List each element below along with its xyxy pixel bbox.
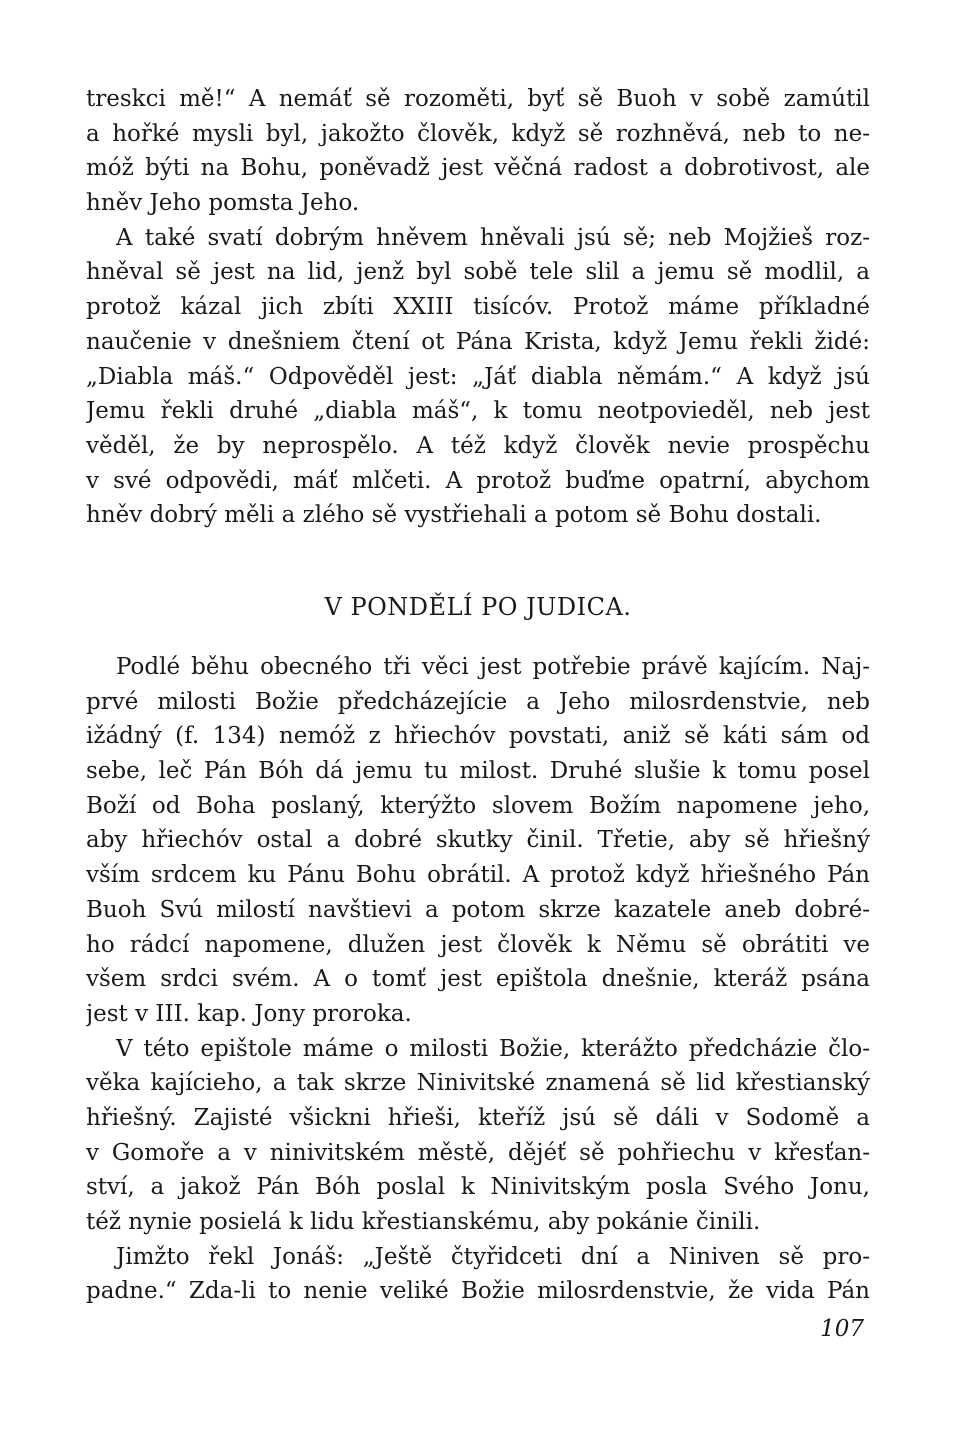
- text-line: Jimžto řekl Jonáš: „Ještě čtyřidceti dní a Niniven sě pro-: [116, 1243, 870, 1270]
- paragraph-block-2: [86, 650, 870, 1309]
- text-line: aby hřiechóv ostal a dobré skutky činil. Třetie, aby sě hřiešný: [86, 827, 870, 854]
- text-line: sebe, leč Pán Bóh dá jemu tu milost. Druhé slušie k tomu posel: [86, 758, 870, 785]
- text-line: hněval sě jest na lid, jenž byl sobě tele slil a jemu sě modlil, a: [86, 259, 870, 286]
- section-heading: V PONDĚLÍ PO JUDICA.: [324, 593, 632, 621]
- text-line: Podlé běhu obecného tři věci jest potřebie právě kajícím. Naj-: [116, 654, 870, 680]
- text-line: též nynie posielá k lidu křestianskému, aby pokánie činili.: [86, 1209, 761, 1235]
- text-line: móž býti na Bohu, poněvadž jest věčná radost a dobrotivost, ale: [86, 155, 870, 182]
- text-line: ižádný (f. 134) nemóž z hřiechóv povstati, aniž sě káti sám od: [86, 723, 870, 750]
- text-line: vším srdcem ku Pánu Bohu obrátil. A protož když hřiešného Pán: [86, 862, 870, 889]
- text-line: věděl, že by neprospělo. A též když člověk nevie prospěchu: [86, 432, 870, 459]
- text-line: hřiešný. Zajisté všickni hřieši, kteříž jsú sě dáli v Sodomě a: [86, 1104, 870, 1131]
- text-line: věka kajícieho, a tak skrze Ninivitské znamená sě lid křestianský: [86, 1070, 870, 1097]
- text-line: ství, a jakož Pán Bóh poslal k Ninivitským posla Svého Jonu,: [86, 1174, 870, 1201]
- text-line: prvé milosti Božie předcházejície a Jeho milosrdenstvie, neb: [86, 688, 870, 715]
- text-line: padne.“ Zda-li to nenie veliké Božie milosrdenstvie, že vida Pán: [86, 1278, 870, 1305]
- text-line: Buoh Svú milostí navštievi a potom skrze kazatele aneb dobré-: [86, 896, 870, 923]
- text-line: a hořké mysli byl, jakožto člověk, když sě rozhněvá, neb to ne-: [86, 120, 870, 147]
- text-line: ho rádcí napomene, dlužen jest člověk k Němu sě obrátiti ve: [86, 931, 870, 958]
- text-line: hněv Jeho pomsta Jeho.: [86, 190, 360, 217]
- text-line: protož kázal jich zbíti XXIII tisícóv. Protož máme příkladné: [86, 294, 870, 321]
- text-line: naučenie v dnešniem čtení ot Pána Krista, když Jemu řekli židé:: [86, 328, 870, 355]
- text-line: V této epištole máme o milosti Božie, kterážto předcházie člo-: [116, 1035, 870, 1062]
- text-line: jest v III. kap. Jony proroka.: [86, 1000, 412, 1027]
- text-line: „Diabla máš.“ Odpověděl jest: „Jáť diabla němám.“ A když jsú: [86, 363, 870, 390]
- text-line: treskci mě!“ A nemáť sě rozoměti, byť sě Buoh v sobě zamútil: [86, 86, 870, 112]
- text-line: Jemu řekli druhé „diabla máš“, k tomu neotpovieděl, neb jest: [86, 398, 870, 425]
- text-line: v Gomoře a v ninivitském městě, dějéť sě pohřiechu v křesťan-: [86, 1139, 870, 1166]
- paragraph-block-1: [86, 82, 870, 533]
- text-line: hněv dobrý měli a zlého sě vystřiehali a potom sě Bohu dostali.: [86, 502, 822, 529]
- page-number: 107: [820, 1316, 864, 1342]
- text-line: A také svatí dobrým hněvem hněvali jsú sě; neb Mojžieš roz-: [116, 224, 870, 251]
- text-line: Boží od Boha poslaný, kterýžto slovem Božím napomene jeho,: [86, 792, 870, 819]
- text-line: v své odpovědi, máť mlčeti. A protož buďme opatrní, abychom: [86, 467, 870, 494]
- text-line: všem srdci svém. A o tomť jest epištola dnešnie, kteráž psána: [86, 966, 870, 993]
